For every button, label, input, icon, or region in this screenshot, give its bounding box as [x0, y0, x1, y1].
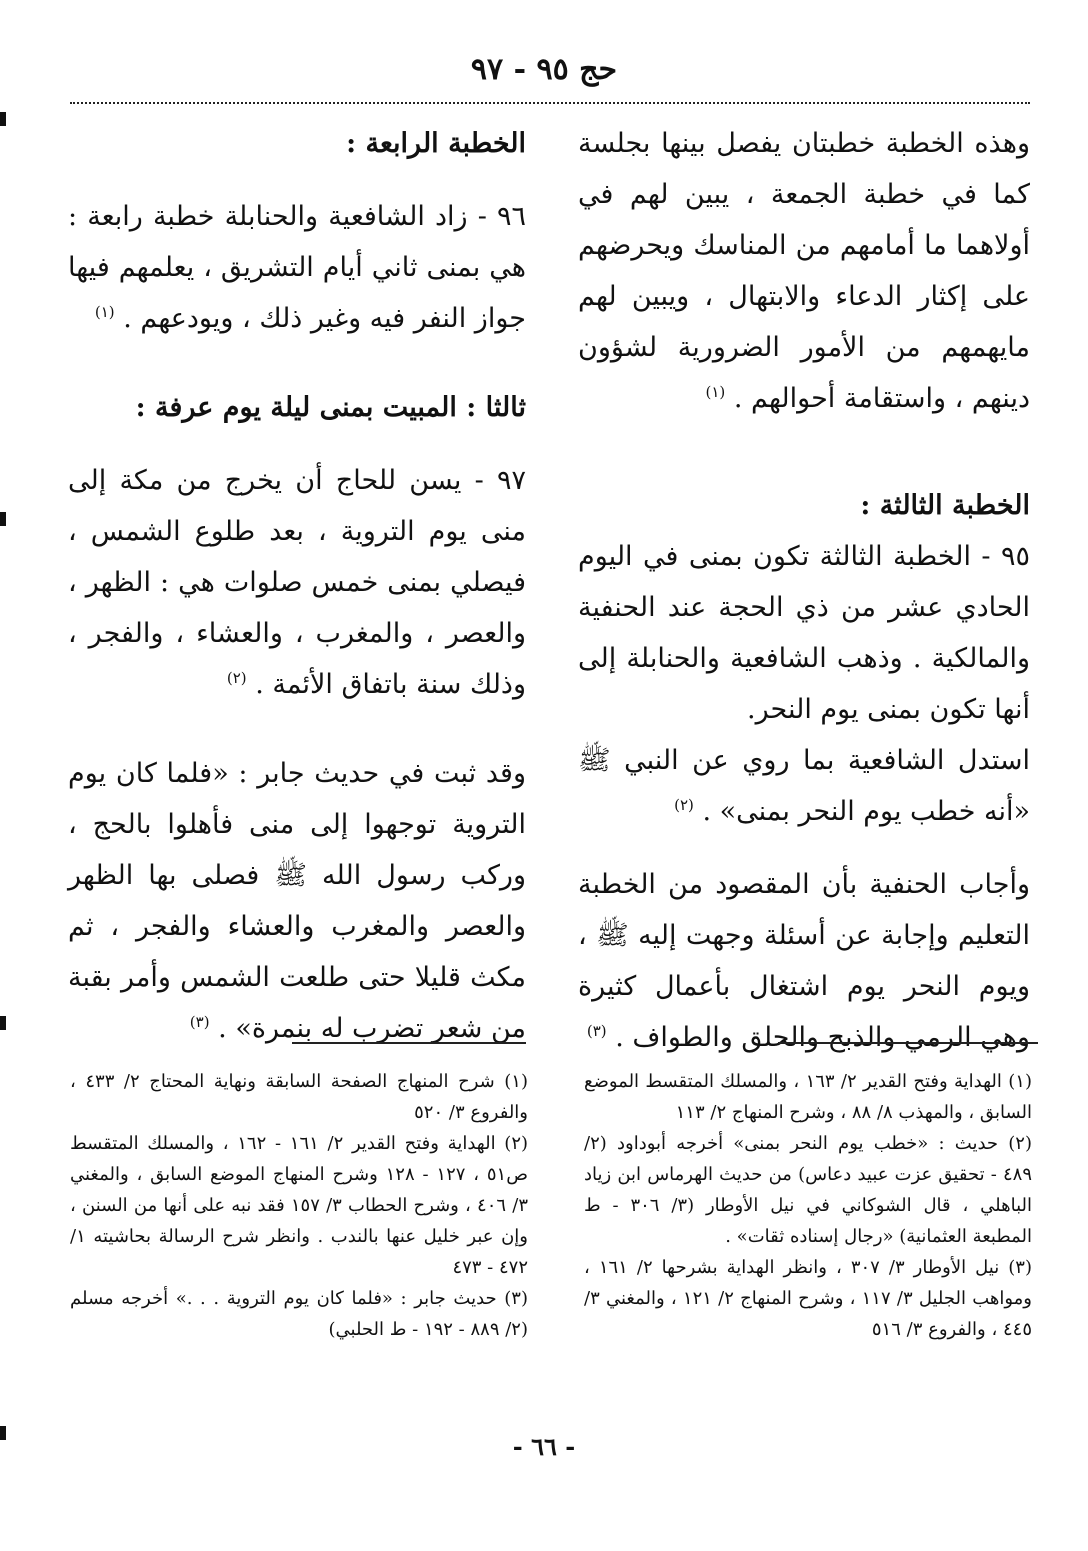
footnote-ref: (٢): [226, 669, 247, 687]
heading-third-item: ثالثا : المبيت بمنى ليلة يوم عرفة :: [135, 392, 526, 423]
footnote-item: (١) شرح المنهاج الصفحة السابقة ونهاية المحتاج ٢/ ٤٣٣ ، والفروع ٣/ ٥٢٠: [70, 1071, 528, 1123]
footnote-item: (٣) حديث جابر : «فلما كان يوم التروية . . .» أخرجه مسلم (٢/ ٨٨٩ - ١٩٢ - ط الحلبي): [70, 1288, 528, 1340]
header-divider: [70, 102, 1030, 104]
paragraph-text: استدل الشافعية بما روي عن النبي ﷺ «أنه خطب يوم النحر بمنى» .: [578, 745, 1030, 827]
paragraph-sermon-intro: [578, 118, 1030, 424]
left-column: [68, 118, 526, 1054]
footnote-ref: (٣): [586, 1022, 607, 1040]
page-header: حج ٩٥ - ٩٧: [470, 52, 618, 87]
paragraph-text: ٩٧ - يسن للحاج أن يخرج من مكة إلى منى يوم التروية ، بعد طلوع الشمس ، فيصلي بمنى خمس صلوات هي : الظهر ، والعصر ، والمغرب ، والعشاء ، والفجر ، وذلك سنة باتفاق الأئمة .: [68, 465, 526, 700]
paragraph-jabir: [68, 748, 526, 1054]
footnote-ref: (٣): [189, 1013, 210, 1031]
paragraph-text: وأجاب الحنفية بأن المقصود من الخطبة التعليم وإجابة عن أسئلة وجهت إليه ﷺ ، ويوم النحر يوم اشتغال بأعمال كثيرة وهي الرمي والذبح والحلق والطواف .: [578, 869, 1030, 1053]
heading-third-sermon: الخطبة الثالثة :: [860, 490, 1030, 521]
footnote-item: (٢) حديث : «خطب يوم النحر بمنى» أخرجه أبوداود (٢/ ٤٨٩ - تحقيق عزت عبيد دعاس) من حديث الهرماس ابن زياد الباهلي ، قال الشوكاني في نيل الأوطار (٣/ ٣٠٦ - ط المطبعة العثمانية) «رجال إسناده ثقات» .: [584, 1133, 1032, 1247]
paragraph-96: [68, 191, 526, 344]
scan-mark: [0, 512, 6, 526]
paragraph-text: وقد ثبت في حديث جابر : «فلما كان يوم التروية توجهوا إلى منى فأهلوا بالحج ، وركب رسول الله ﷺ فصلى بها الظهر والعصر والمغرب والعشاء والفجر ، ثم مكث قليلا حتى طلعت الشمس وأمر بقبة من شعر تضرب له بنمرة» .: [68, 758, 526, 1044]
footnote-divider-left: [292, 1042, 526, 1044]
footnote-ref: (١): [94, 303, 115, 321]
footnote-item: (٣) نيل الأوطار ٣/ ٣٠٧ ، وانظر الهداية بشرحها ٢/ ١٦١ ، ومواهب الجليل ٣/ ١١٧ ، وشرح المنهاج ٢/ ١٢١ ، والمغني ٣/ ٤٤٥ ، والفروع ٣/ ٥١٦: [584, 1257, 1032, 1340]
scan-mark: [0, 1016, 6, 1030]
paragraph-hanafi: [578, 859, 1030, 1063]
page-number: - ٦٦ -: [512, 1432, 576, 1461]
footnotes-left: [70, 1066, 528, 1345]
paragraph-text: وهذه الخطبة خطبتان يفصل بينها بجلسة كما في خطبة الجمعة ، يبين لهم في أولاهما ما أمامهم من المناسك ويحرضهم على إكثار الدعاء والابتهال ، ويبين لهم مايهمهم من الأمور الضرورية لشؤون دينهم ، واستقامة أحوالهم .: [578, 128, 1030, 414]
paragraph-97: [68, 455, 526, 710]
footnote-item: (١) الهداية وفتح القدير ٢/ ١٦٣ ، والمسلك المتقسط الموضع السابق ، والمهذب ٨/ ٨٨ ، وشرح المنهاج ٢/ ١١٣: [584, 1071, 1032, 1123]
right-column: [578, 118, 1030, 1063]
paragraph-95: ٩٥ - الخطبة الثالثة تكون بمنى في اليوم الحادي عشر من ذي الحجة عند الحنفية والمالكية . وذهب الشافعية والحنابلة إلى أنها تكون بمنى يوم النحر.: [578, 541, 1030, 725]
footnote-divider-right: [778, 1042, 1038, 1044]
footnote-ref: (١): [705, 383, 726, 401]
scan-mark: [0, 112, 6, 126]
scan-mark: [0, 1426, 6, 1440]
paragraph-text: ٩٦ - زاد الشافعية والحنابلة خطبة رابعة : هي بمنى ثاني أيام التشريق ، يعلمهم فيها جواز النفر فيه وغير ذلك ، ويودعهم .: [68, 201, 526, 334]
paragraph-shafii: [578, 735, 1030, 837]
footnotes-right: [584, 1066, 1032, 1345]
footnote-item: (٢) الهداية وفتح القدير ٢/ ١٦١ - ١٦٢ ، والمسلك المتقسط ص٥١ ، ١٢٧ - ١٢٨ وشرح المنهاج الموضع السابق ، والمغني ٣/ ٤٠٦ ، وشرح الحطاب ٣/ ١٥٧ فقد نبه على أنها من السنن ، وإن عبر خليل عنها بالندب . وانظر شرح الرسالة بحاشيته ١/ ٤٧٢ - ٤٧٣: [70, 1133, 529, 1278]
footnote-ref: (٢): [674, 796, 694, 814]
heading-fourth-sermon: الخطبة الرابعة :: [346, 128, 526, 159]
